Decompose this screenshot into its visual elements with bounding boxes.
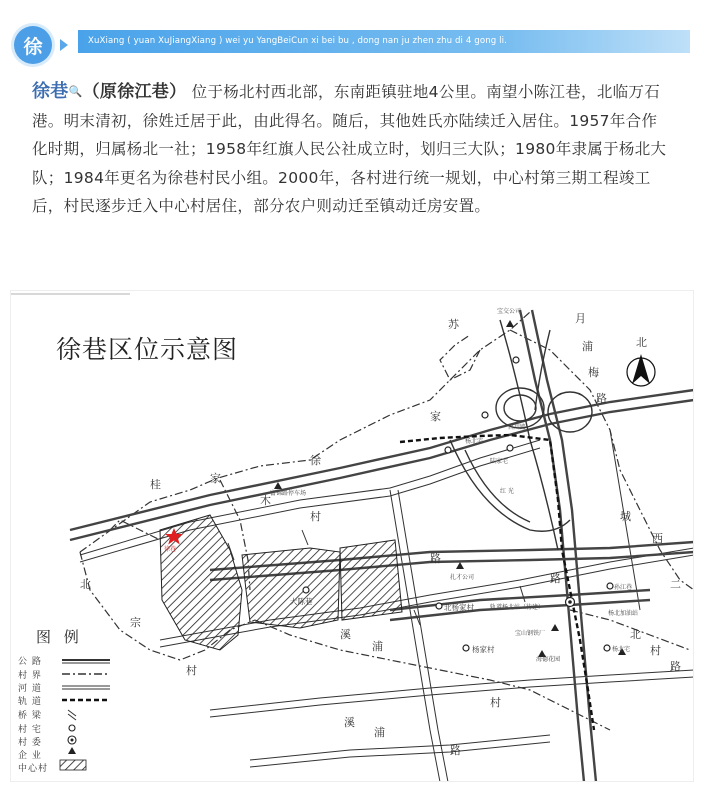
map-text: 村 — [186, 664, 197, 677]
north-label: 北 — [636, 336, 647, 349]
place-label: 轨道杨北站（待建） — [490, 604, 545, 611]
map-text: 木 — [260, 494, 271, 507]
place-label: 大陈巷 — [290, 597, 313, 606]
map-text: 浦 — [372, 640, 383, 653]
legend-item: 公 路 — [18, 657, 42, 667]
map-text: 梅 — [588, 366, 599, 379]
map-text: 徐 — [310, 454, 321, 467]
map-text: 二 — [670, 578, 681, 591]
place-label: 昌川路 — [508, 424, 527, 431]
map-text: 溪 — [340, 628, 351, 641]
place-label: 宝交公司 — [497, 308, 522, 315]
map-text: 路 — [450, 744, 461, 757]
legend-title: 图 例 — [36, 628, 83, 646]
map-title: 徐巷区位示意图 — [56, 335, 239, 364]
location-map — [10, 290, 694, 782]
legend-item: 轨 道 — [18, 697, 42, 707]
map-text: 北 — [630, 628, 641, 641]
legend-item: 中心村 — [18, 764, 49, 774]
play-arrow-icon — [60, 39, 68, 51]
map-text: 北 — [80, 578, 91, 591]
map-text: 路 — [550, 572, 561, 585]
place-label: 宝山钢铁厂 — [515, 630, 546, 637]
title-badge: 徐 — [14, 26, 52, 64]
map-text: 浦 — [582, 340, 593, 353]
legend-item: 村 委 — [18, 738, 42, 748]
place-label: 扎才公司 — [450, 574, 475, 581]
legend-item: 河 道 — [18, 684, 42, 694]
place-label: 富锦路停车场 — [270, 490, 307, 497]
article-paragraph — [32, 78, 672, 221]
legend-item: 村 宅 — [18, 725, 42, 735]
legend-item: 企 业 — [18, 751, 42, 761]
place-label: 杨家村 — [472, 645, 495, 654]
place-alt-name: （原徐江巷） — [82, 82, 187, 102]
article-body: 位于杨北村西北部，东南距镇驻地4公里。南望小陈江巷，北临万石港。明末清初，徐姓迁居于此，由此得名。随后，其他姓氏亦陆续迁入居住。1957年合作化时期，归属杨北一社；1958年红旗人民公社成立时，划归三大队；1980年隶属于杨北大队；1984年更名为徐巷村民小组。2000年，各村进行统一规划，中心村第三期工程竣工后，村民逐步迁入中心村居住，部分农户则动迁至镇动迁房安置。 — [32, 83, 667, 215]
map-text: 城 — [620, 510, 631, 523]
place-label: 陆家宅 — [490, 458, 509, 465]
map-text: 路 — [596, 392, 607, 405]
search-icon[interactable]: 🔍 — [68, 85, 83, 98]
place-label: 杨北加油站 — [608, 610, 639, 617]
map-text: 月 — [575, 312, 586, 325]
xuxiang-label: 徐巷 — [164, 546, 177, 553]
map-text: 家 — [210, 472, 221, 485]
map-text: 家 — [430, 410, 441, 423]
header-banner — [14, 26, 690, 64]
place-label: 杨北宅 — [465, 438, 484, 445]
map-text: 桂 — [150, 478, 161, 491]
place-label: 北杨家村 — [444, 603, 474, 612]
place-label: 海德花园 — [536, 656, 561, 663]
map-text: 溪 — [344, 716, 355, 729]
place-label: 红 光 — [500, 488, 514, 495]
map-text: 路 — [670, 660, 681, 673]
legend-item: 村 界 — [18, 671, 42, 681]
map-text: 苏 — [448, 318, 459, 331]
map-text: 村 — [310, 510, 321, 523]
map-text: 村 — [490, 696, 501, 709]
place-name: 徐巷 — [32, 81, 69, 102]
map-text: 路 — [430, 552, 441, 565]
map-text: 西 — [652, 532, 663, 545]
pinyin-band: XuXiang ( yuan XuJiangXiang ) wei yu YangBeiCun xi bei bu , dong nan ju zhen zhu di 4 gong li. — [78, 30, 690, 53]
map-text: 宗 — [130, 616, 141, 629]
village-committee-marker — [566, 598, 575, 607]
place-label: 杨北宅 — [612, 646, 631, 653]
legend-item: 桥 梁 — [18, 711, 42, 721]
map-text: 村 — [650, 644, 661, 657]
map-text: 浦 — [374, 726, 385, 739]
place-label: 孙江巷 — [614, 584, 633, 591]
